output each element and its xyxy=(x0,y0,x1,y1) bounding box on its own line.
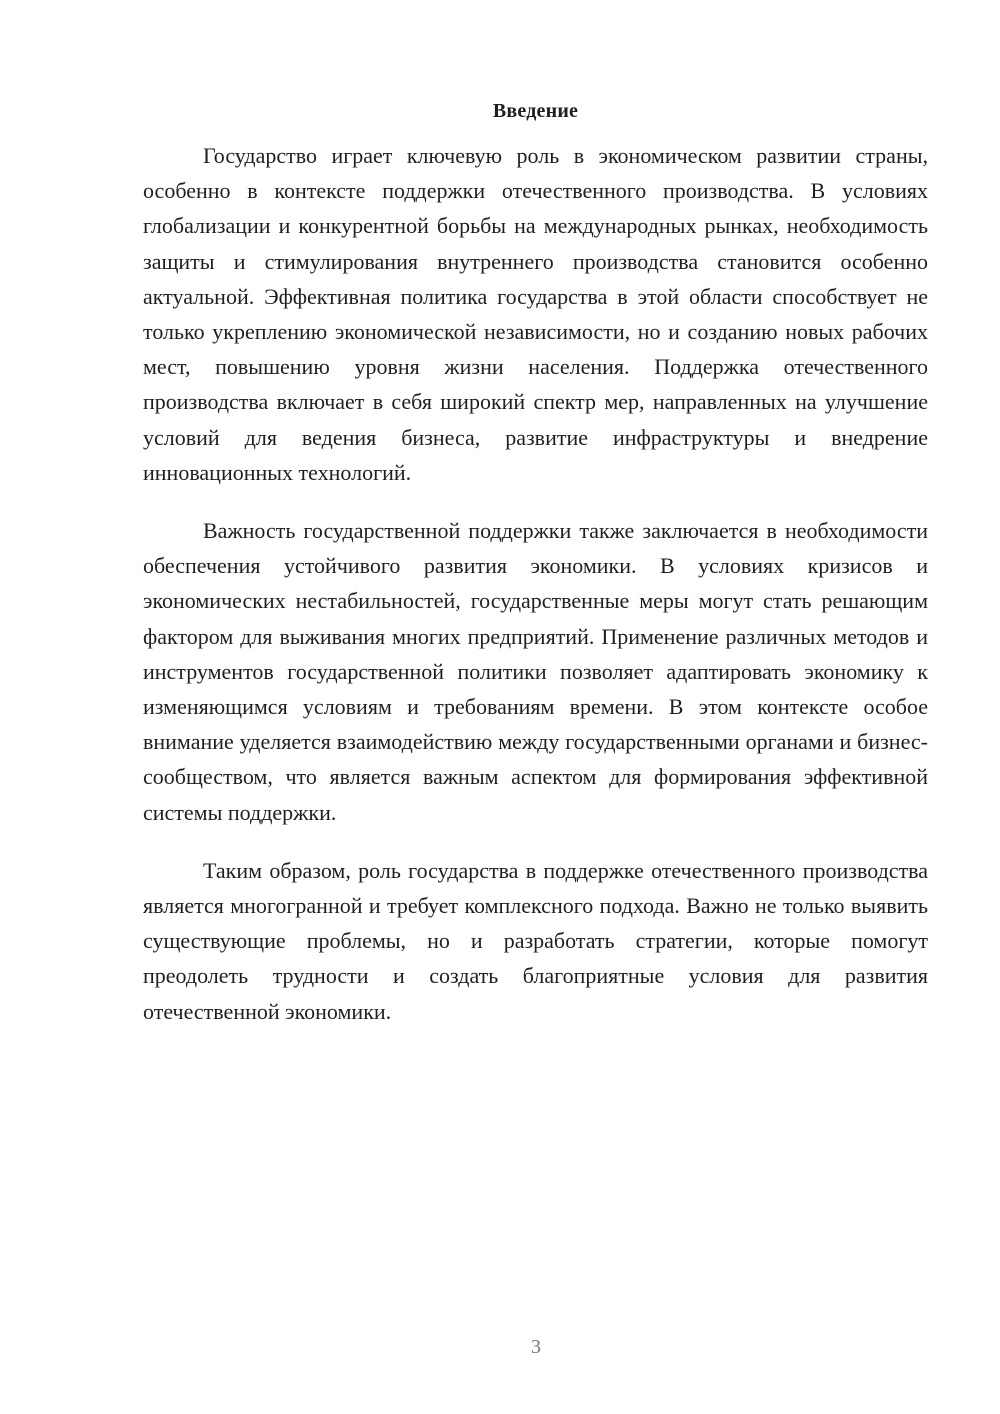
paragraph-1: Государство играет ключевую роль в экономическом развитии страны, особенно в контексте поддержки отечественного производства. В условиях глобализации и конкурентной борьбы на международных рынках, необходимость защиты и стимулирования внутреннего производства становится особенно актуальной. Эффективная политика государства в этой области способствует не только укреплению экономической независимости, но и созданию новых рабочих мест, повышению уровня жизни населения. Поддержка отечественного производства включает в себя широкий спектр мер, направленных на улучшение условий для ведения бизнеса, развитие инфраструктуры и внедрение инновационных технологий. xyxy=(143,143,928,485)
page-content xyxy=(143,96,928,1029)
page-number: 3 xyxy=(531,1336,541,1358)
paragraph-2: Важность государственной поддержки также заключается в необходимости обеспечения устойчивого развития экономики. В условиях кризисов и экономических нестабильностей, государственные меры могут стать решающим фактором для выживания многих предприятий. Применение различных методов и инструментов государственной политики позволяет адаптировать экономику к изменяющимся условиям и требованиям времени. В этом контексте особое внимание уделяется взаимодействию между государственными органами и бизнес-сообществом, что является важным аспектом для формирования эффективной системы поддержки. xyxy=(143,518,928,825)
paragraph-3: Таким образом, роль государства в поддержке отечественного производства является многогранной и требует комплексного подхода. Важно не только выявить существующие проблемы, но и разработать стратегии, которые помогут преодолеть трудности и создать благоприятные условия для развития отечественной экономики. xyxy=(143,857,928,1024)
section-heading: Введение xyxy=(492,100,579,122)
